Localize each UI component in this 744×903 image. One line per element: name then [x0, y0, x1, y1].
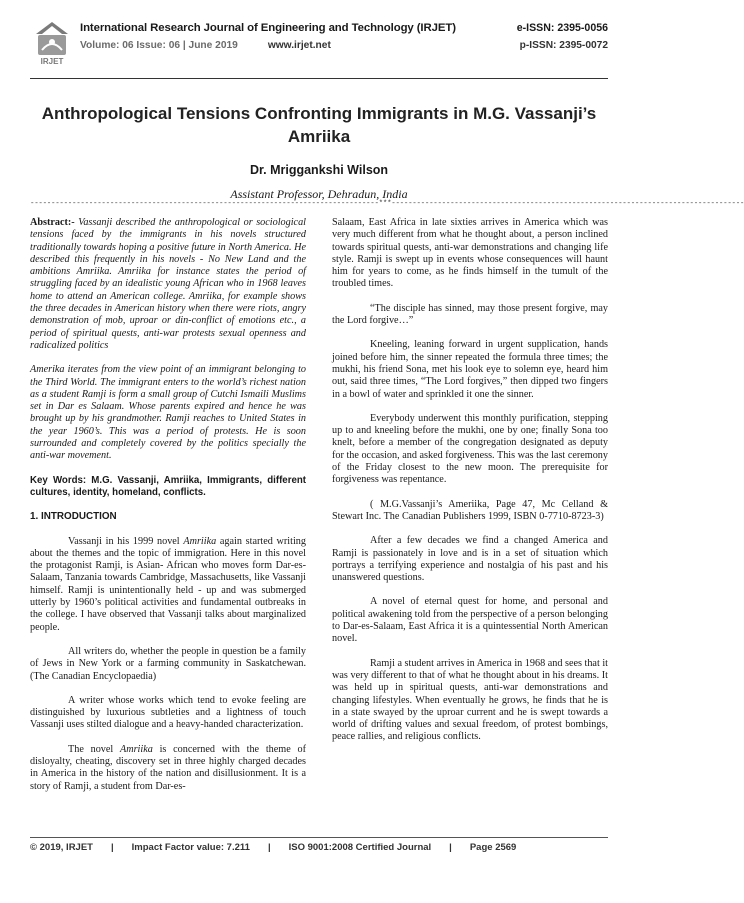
body-paragraph-6: After a few decades we find a changed America and Ramji is passionately in love and is in a set of situation which portrays a terrifying experience and nostalgia of his past and his unanswered questions. — [332, 535, 608, 584]
header-divider — [30, 78, 608, 79]
intro-paragraph-1: Vassanji in his 1999 novel Amriika again started writing about the themes and the topic of immigration. Here in this novel the protagonist Ramji, is Asian- African who moves form Dar-es-Salaam, Tanzania towards Cambridge, Massachusetts, like Vassanji himself. Ramji is unintentionally held - up and was submerged utterly by 1960’s political activities and fundamental outbreaks in the college. I have observed that Vassanji talks about marginalized people. — [30, 535, 306, 633]
footer-divider-1: | — [110, 842, 114, 853]
body-paragraph-8: Ramji a student arrives in America in 1968 and sees that it was very different to that of what he thought about in his dreams. It was held up in spiritual quests, anti-war demonstrations and changing lifestyles. When eventually he grows, he finds that he is in a state swayed by the uproar current and he is swept towards a world of drifting values and sexual freedom, of protest bombings, peace rallies, and religious conflicts. — [332, 657, 608, 743]
body-paragraph-4: Everybody underwent this monthly purification, stepping up to and kneeling before the mukhi, one by one; finally Sona too knelt, before a member of the congregation designated as deputy for the occasion, and asked forgiveness. This was the last ceremony of the Friday closest to the new moon. The prerequisite for forgiveness was repentance. — [332, 412, 608, 486]
abstract-label: Abstract:- — [30, 217, 75, 228]
iso-certification: ISO 9001:2008 Certified Journal — [288, 842, 432, 853]
journal-website-link[interactable]: www.irjet.net — [267, 40, 331, 51]
page-number: Page 2569 — [469, 842, 517, 853]
section-heading-introduction: 1. INTRODUCTION — [30, 511, 117, 523]
irjet-logo — [30, 20, 74, 66]
eissn: e-ISSN: 2395-0056 — [516, 22, 608, 34]
footer-divider-2: | — [267, 842, 271, 853]
svg-text:IRJET: IRJET — [40, 57, 64, 66]
body-paragraph-1: Salaam, East Africa in late sixties arrives in America which was very much different from what he thought about, a person inclined towards spiritual quests, anti-war demonstrations and changing life style. Ramji is swept up in events whose consequences will haunt him for years to come, as he finds himself in the tumult of the troubled times. — [332, 217, 608, 290]
body-paragraph-7: A novel of eternal quest for home, and personal and political awakening told from the perspective of a person belonging to Dar-es-Salaam, East Africa it is a quintessential North American novel. — [332, 596, 608, 645]
quote-paragraph: “The disciple has sinned, may those present forgive, may the Lord forgive…” — [332, 302, 608, 327]
intro-paragraph-3: A writer whose works which tend to evoke feeling are distinguished by luxurious subtleties and a lightness of touch Vassanji uses stilted dialogue and a heavy-handed characterization. — [30, 694, 306, 731]
intro-paragraph-4: The novel Amriika is concerned with the theme of disloyalty, cheating, discovery set in three highly charged decades in America in the history of the nation and disillusionment. It is a story of Ramji, a student from Dar-es- — [30, 743, 306, 792]
body-paragraph-3: Kneeling, leaning forward in urgent supplication, hands joined before him, the sinner repeated the formula three times; the mukhi, his friend Sona, met his look eye to solemn eye, heard him out, said three times, “The Lord forgives,” then dipped two fingers in a bowl of water and sprinkled it one the sinner. — [332, 339, 608, 400]
pissn: p-ISSN: 2395-0072 — [519, 40, 608, 51]
journal-header — [30, 14, 608, 78]
citation-paragraph: ( M.G.Vassanji’s Ameriika, Page 47, Mc Celland & Stewart Inc. The Canadian Publishers 1999, ISBN 0-7710-8723-3) — [332, 498, 608, 522]
footer-divider — [30, 837, 608, 838]
abstract-paragraph-2: Amerika iterates from the view point of an immigrant belonging to the Third World. The immigrant enters to the world’s richest nation as a student Ramji is form a small group of Cutchi Ismaili Muslims set in Dar es Salaam. Whose parents expired and hence he was brought up by his grandmother. Ramji reaches to United States in the year 1960’s. This was a period of protests. He is soon surrounded and completely covered by the politics specially the anti-war movement. — [30, 364, 306, 462]
intro-paragraph-2: All writers do, whether the people in question be a family of Jews in New York or a farming community in Saskatchewan. (The Canadian Encyclopaedia) — [30, 645, 306, 682]
right-column — [332, 217, 608, 756]
author-affiliation: Assistant Professor, Dehradun, India — [230, 187, 408, 201]
volume-issue: Volume: 06 Issue: 06 | June 2019 — [80, 40, 238, 51]
page-footer — [30, 842, 608, 853]
left-column — [30, 217, 306, 805]
journal-title: International Research Journal of Engineering and Technology (IRJET) — [80, 22, 456, 34]
copyright: © 2019, IRJET — [30, 842, 93, 853]
abstract-text: Vassanji described the anthropological or sociological tensions faced by the immigrants in his novels structured traditionally towards hoping a positive future in North America. He described this frequently in his novels - No New Land and the ambitions Amriika. Amriika for instance states the period of struggling faced by an idealistic young African who in 1968 leaves home to attend an American college. Amriika, for example shows the three decades in American history when there were riots, angry demonstration of mob, uproar or din-conflict of emotions etc., a period of spiritual quests, anti-war protests sexual openness and radicalized politics — [30, 217, 306, 351]
section-separator: -----------------------------------------------------------------------------------***------------------------------------------------------------------------------------ — [30, 200, 744, 208]
paper-title: Anthropological Tensions Confronting Immigrants in M.G. Vassanji’s Amriika — [41, 104, 597, 146]
keywords: Key Words: M.G. Vassanji, Amriika, Immigrants, different cultures, identity, homeland, conflicts. — [30, 474, 306, 498]
author-name: Dr. Mriggankshi Wilson — [249, 163, 389, 177]
footer-divider-3: | — [449, 842, 452, 853]
abstract — [30, 217, 306, 352]
impact-factor: Impact Factor value: 7.211 — [131, 842, 250, 853]
